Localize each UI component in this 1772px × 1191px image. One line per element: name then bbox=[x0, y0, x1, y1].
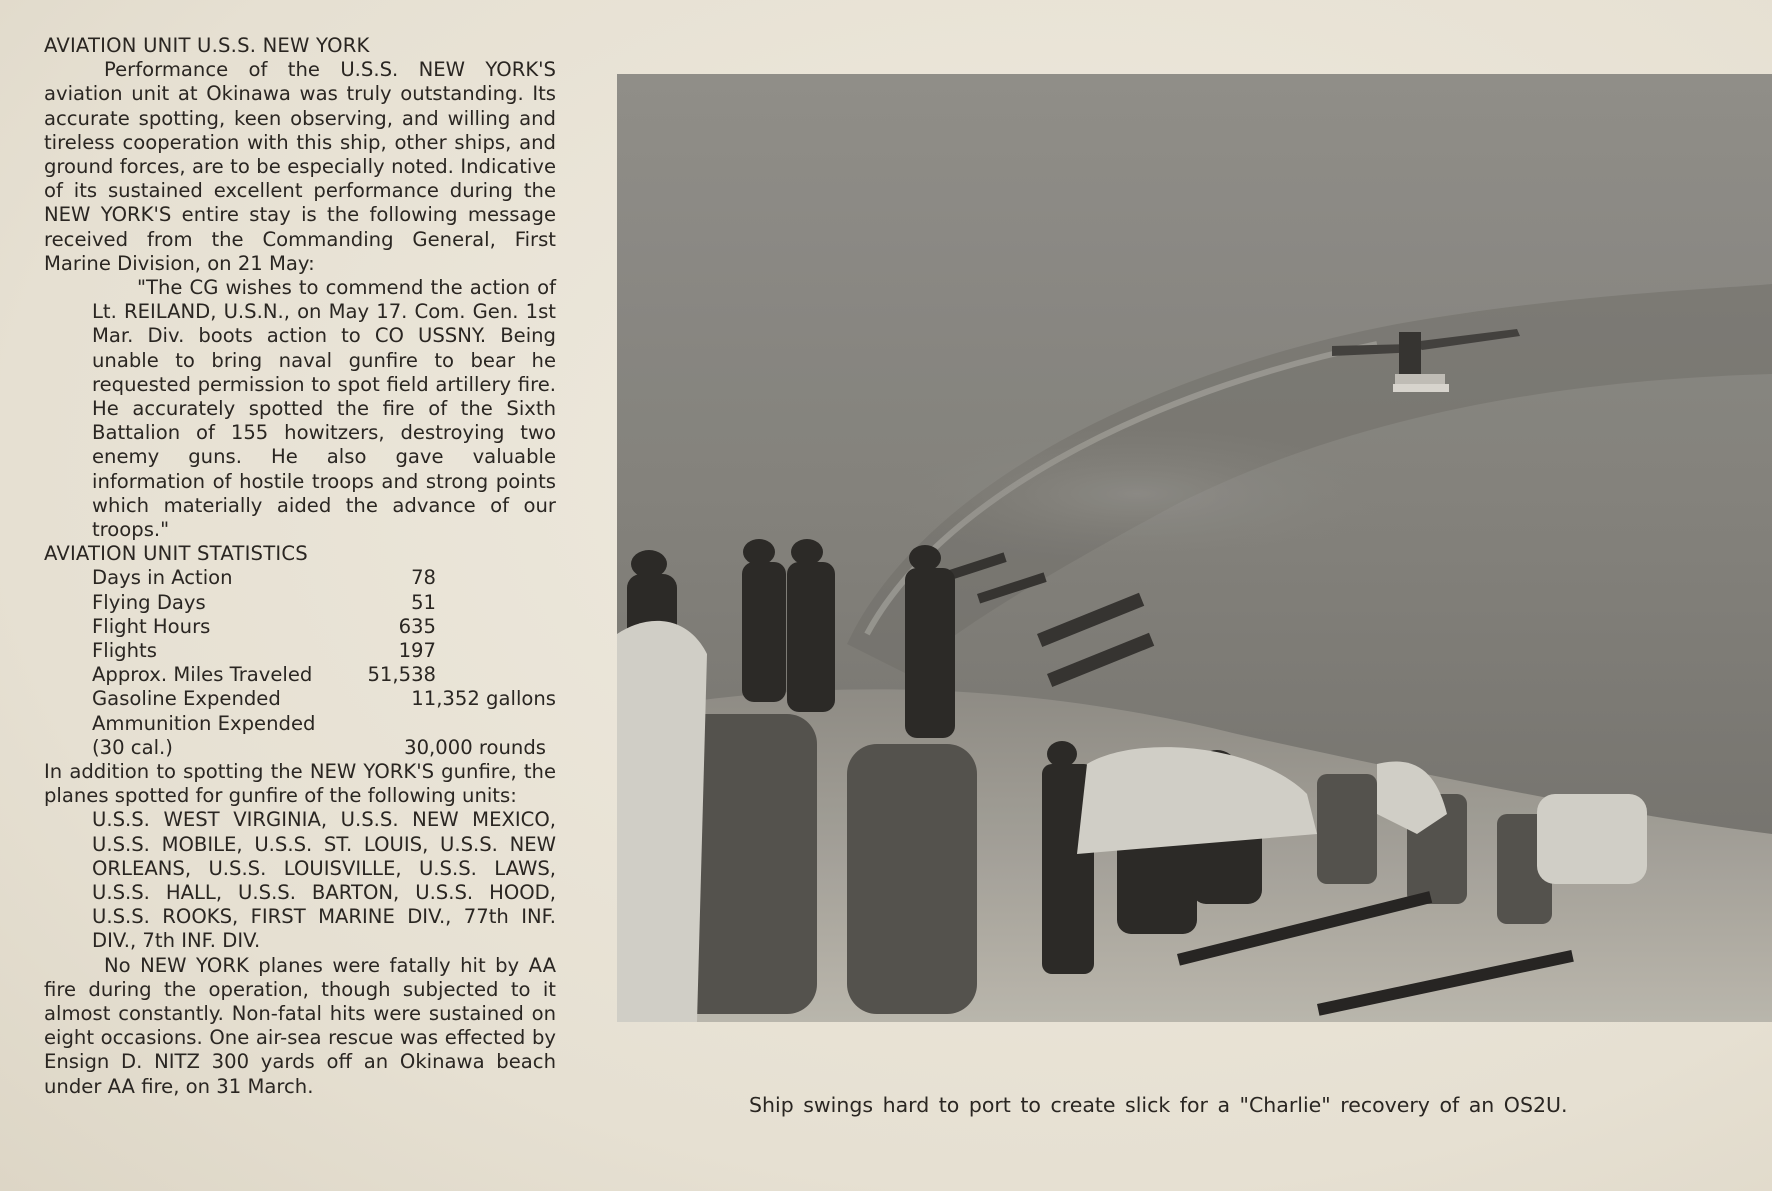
stat-row bbox=[92, 639, 556, 663]
photo-illustration bbox=[617, 74, 1772, 1022]
stat-value: 11,352 gallons bbox=[411, 687, 556, 711]
commendation-quote: "The CG wishes to commend the action of Lt. REILAND, U.S.N., on May 17. Com. Gen. 1st Mar. Div. boots action to CO USSNY. Being unable to bring naval gunfire to bear he requested permission to spot field artillery fire. He accurately spotted the fire of the Sixth Battalion of 155 howitzers, destroying two enemy guns. He also gave valuable information of hostile troops and strong points which materially aided the advance of our troops." bbox=[92, 276, 556, 542]
stat-label: Flights bbox=[92, 639, 157, 663]
stat-row bbox=[92, 687, 556, 711]
stat-label: Flying Days bbox=[92, 590, 206, 614]
stats-heading: AVIATION UNIT STATISTICS bbox=[44, 542, 308, 566]
stat-label: (30 cal.) bbox=[92, 735, 173, 759]
stat-label: Flight Hours bbox=[92, 614, 211, 638]
photo-ship-deck bbox=[617, 74, 1772, 1022]
units-intro: In addition to spotting the NEW YORK'S gunfire, the planes spotted for gunfire of the following units: bbox=[44, 759, 556, 808]
article-heading: AVIATION UNIT U.S.S. NEW YORK bbox=[44, 34, 370, 57]
stat-label: Days in Action bbox=[92, 566, 233, 590]
stat-value: 51 bbox=[411, 590, 436, 614]
stat-row bbox=[92, 663, 556, 687]
intro-paragraph: Performance of the U.S.S. NEW YORK'S aviation unit at Okinawa was truly outstanding. Its accurate spotting, keen observing, and willing and tireless cooperation with this ship, other ships, and ground forces, are to be especially noted. Indicative of its sustained excellent performance during the NEW YORK'S entire stay is the following message received from the Commanding General, First Marine Division, on 21 May: bbox=[44, 58, 556, 275]
stat-row bbox=[92, 712, 556, 736]
photo-caption: Ship swings hard to port to create slick for a "Charlie" recovery of an OS2U. bbox=[749, 1092, 1568, 1117]
stat-label: Approx. Miles Traveled bbox=[92, 663, 313, 687]
stat-row bbox=[92, 736, 556, 760]
stat-label: Ammunition Expended bbox=[92, 711, 316, 735]
stat-row bbox=[92, 566, 556, 590]
stat-value: 51,538 bbox=[367, 663, 436, 687]
closing-paragraph: No NEW YORK planes were fatally hit by AA fire during the operation, though subjected to it almost constantly. Non-fatal hits were sustained on eight occasions. One air-sea rescue was effected by Ensign D. NITZ 300 yards off an Okinawa beach under AA fire, on 31 March. bbox=[44, 953, 556, 1098]
units-list: U.S.S. WEST VIRGINIA, U.S.S. NEW MEXICO, U.S.S. MOBILE, U.S.S. ST. LOUIS, U.S.S. NEW ORLEANS, U.S.S. LOUISVILLE, U.S.S. LAWS, U.S.S. HALL, U.S.S. BARTON, U.S.S. HOOD, U.S.S. ROOKS, FIRST MARINE DIV., 77th INF. DIV., 7th INF. DIV. bbox=[92, 808, 556, 953]
article-column bbox=[44, 34, 556, 1099]
stat-value: 635 bbox=[398, 614, 436, 638]
stat-value: 78 bbox=[411, 566, 436, 590]
stats-table bbox=[92, 566, 556, 760]
stat-row bbox=[92, 615, 556, 639]
stat-row bbox=[92, 591, 556, 615]
stat-value: 197 bbox=[398, 639, 436, 663]
stat-value: 30,000 rounds bbox=[404, 735, 546, 759]
stat-label: Gasoline Expended bbox=[92, 687, 281, 711]
